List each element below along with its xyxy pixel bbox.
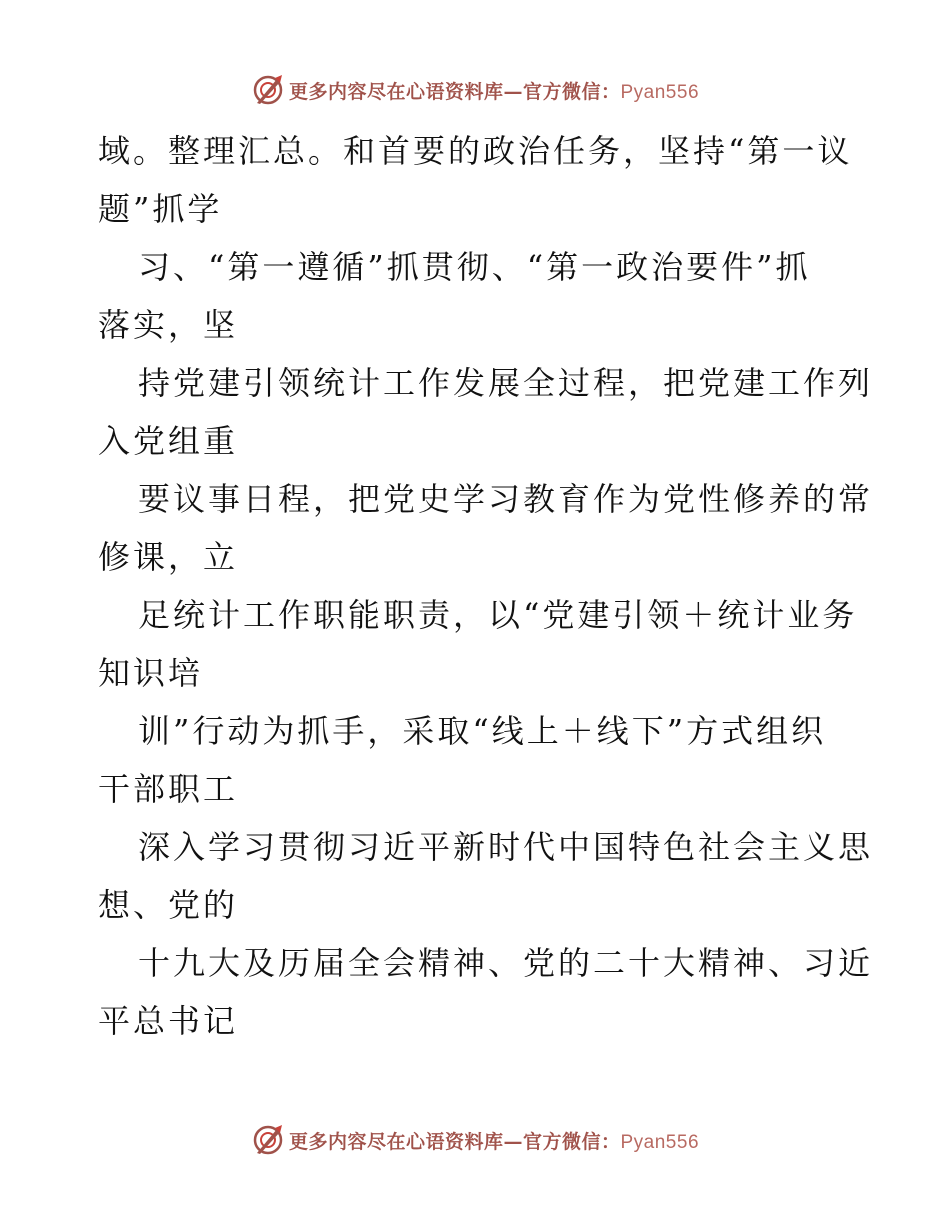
header-banner-id: Pyan556 xyxy=(620,81,700,103)
body-line: 深入学习贯彻习近平新时代中国特色社会主义思 xyxy=(138,828,874,866)
body-line: 知识培 xyxy=(98,654,204,692)
body-line: 要议事日程，把党史学习教育作为党性修养的常 xyxy=(138,480,874,518)
body-line: 十九大及历届全会精神、党的二十大精神、习近 xyxy=(138,944,874,982)
body-line: 入党组重 xyxy=(98,422,239,460)
body-line: 想、党的 xyxy=(98,886,239,924)
body-line: 持党建引领统计工作发展全过程，把党建工作列 xyxy=(138,364,874,402)
quill-logo-icon xyxy=(251,73,285,107)
body-line: 落实，坚 xyxy=(98,306,239,344)
footer-banner-id: Pyan556 xyxy=(620,1131,700,1153)
header-banner xyxy=(0,70,950,110)
footer-banner xyxy=(0,1120,950,1160)
quill-logo-icon xyxy=(251,1123,285,1157)
body-line: 修课，立 xyxy=(98,538,239,576)
body-line: 域。整理汇总。和首要的政治任务，坚持“第一议 xyxy=(98,132,853,170)
footer-banner-text: 更多内容尽在心语资料库—官方微信：Pyan556 xyxy=(288,1130,700,1153)
body-line: 干部职工 xyxy=(98,770,239,808)
body-line: 题”抓学 xyxy=(98,190,223,228)
document-body xyxy=(98,122,874,1050)
body-line: 足统计工作职能职责，以“党建引领＋统计业务 xyxy=(138,596,858,634)
body-line: 训”行动为抓手，采取“线上＋线下”方式组织 xyxy=(138,712,827,750)
body-line: 习、“第一遵循”抓贯彻、“第一政治要件”抓 xyxy=(138,248,811,286)
body-line: 平总书记 xyxy=(98,1002,239,1040)
header-banner-text: 更多内容尽在心语资料库—官方微信：Pyan556 xyxy=(288,80,700,103)
